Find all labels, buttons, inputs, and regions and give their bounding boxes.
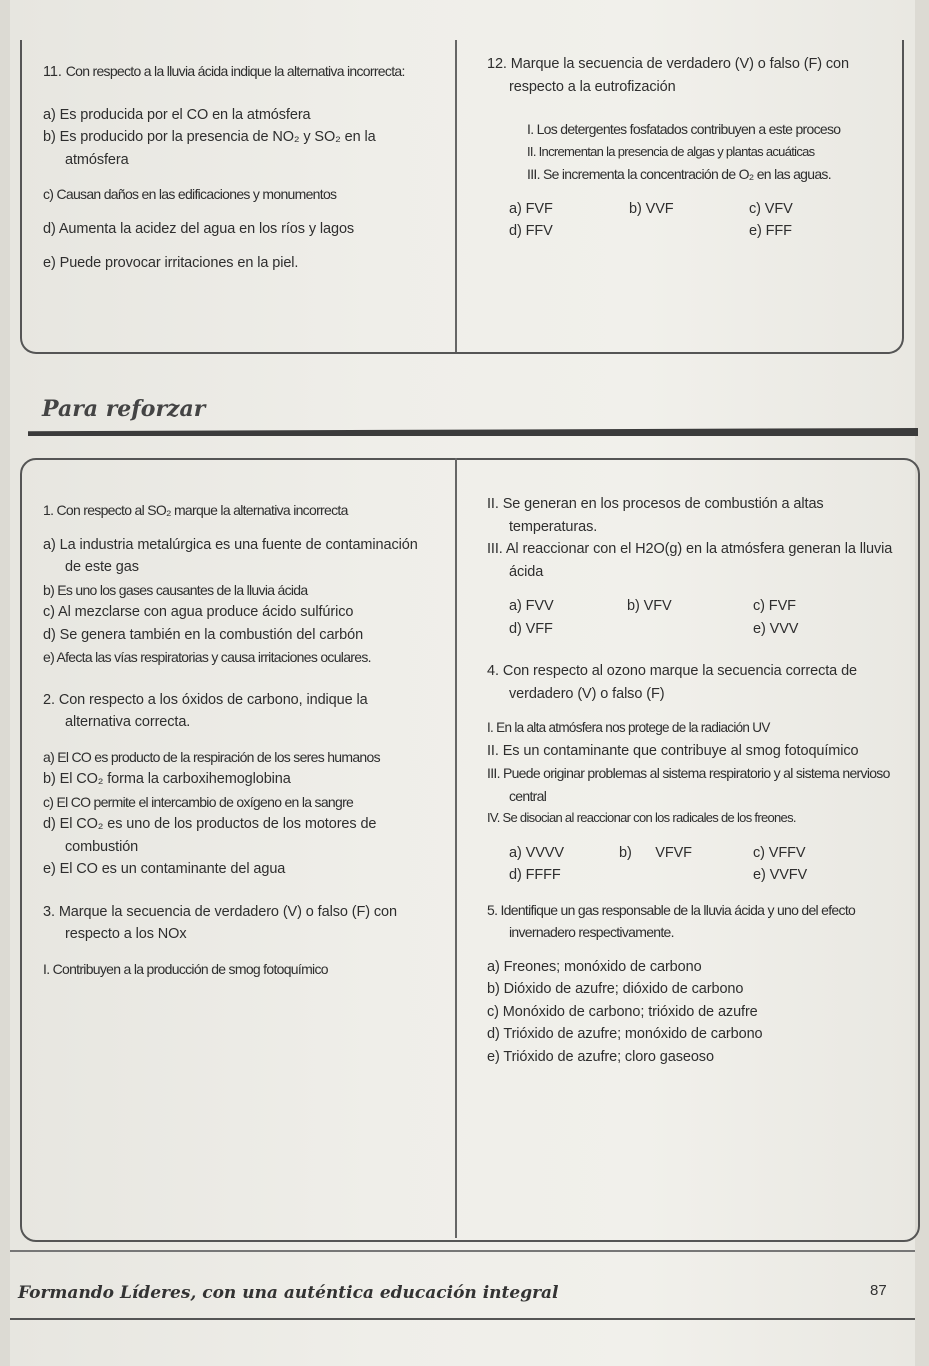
r1-option-c: c) Al mezclarse con agua produce ácido sulfúrico: [43, 604, 354, 620]
question-11-option-d: d) Aumenta la acidez del agua en los ríos y lagos: [43, 220, 355, 237]
question-12-option-c: c) VFV: [749, 200, 793, 217]
r5-option-e: e) Trióxido de azufre; cloro gaseoso: [487, 1048, 714, 1065]
page-number: 87: [870, 1282, 887, 1299]
r1-option-a: a) La industria metalúrgica es una fuente de contaminación de este gas: [43, 536, 418, 575]
question-12-statement-iii: III. Se incrementa la concentración de O₂ en las aguas.: [527, 166, 831, 182]
r4-option-c: c) VFFV: [753, 844, 806, 861]
r4-statement-i: I. En la alta atmósfera nos protege de la radiación UV: [487, 720, 770, 735]
question-12-option-a: a) FVF: [509, 200, 553, 217]
question-11-option-c: c) Causan daños en las edificaciones y monumentos: [43, 186, 337, 202]
r3-option-d: d) VFF: [509, 620, 553, 637]
question-12-statement-ii: II. Incrementan la presencia de algas y plantas acuáticas: [527, 143, 815, 159]
question-12-statement-i: I. Los detergentes fosfatados contribuyen a este proceso: [527, 121, 841, 137]
r1-option-d: d) Se genera también en la combustión del carbón: [43, 626, 364, 643]
r4-option-e: e) VVFV: [753, 867, 808, 883]
r4-option-b: b) VFVF: [619, 844, 692, 861]
r3-option-c: c) FVF: [753, 598, 796, 614]
r2-option-d: d) El CO₂ es uno de los productos de los motores de combustión: [43, 816, 377, 855]
r3-stem: 3. Marque la secuencia de verdadero (V) o falso (F) con respecto a los NOx: [43, 903, 397, 942]
r5-option-c: c) Monóxido de carbono; trióxido de azufre: [487, 1003, 758, 1020]
question-11: [43, 60, 435, 275]
question-12-option-e: e) FFF: [749, 223, 792, 239]
r5-option-a: a) Freones; monóxido de carbono: [487, 958, 702, 975]
r4-stem: 4. Con respecto al ozono marque la secuencia correcta de verdadero (V) o falso (F): [487, 663, 858, 702]
r5-stem: 5. Identifique un gas responsable de la lluvia ácida y uno del efecto invernadero respectivamente.: [487, 901, 856, 940]
r2-option-c: c) El CO permite el intercambio de oxígeno en la sangre: [43, 793, 354, 810]
r3-option-b: b) VFV: [627, 598, 672, 614]
r3-statement-ii: II. Se generan en los procesos de combustión a altas temperaturas.: [487, 496, 824, 535]
r4-option-d: d) FFFF: [509, 867, 561, 883]
r5-option-d: d) Trióxido de azufre; monóxido de carbono: [487, 1026, 763, 1042]
question-12-options-row-1: [487, 198, 907, 221]
r3-options-row-1: [487, 595, 907, 618]
r2-stem: 2. Con respecto a los óxidos de carbono, indique la alternativa correcta.: [43, 691, 368, 730]
r2-option-a: a) El CO es producto de la respiración de los seres humanos: [43, 748, 380, 765]
main-column-divider: [455, 458, 457, 1238]
top-column-divider: [455, 40, 457, 352]
r4-options-row-2: [487, 864, 907, 887]
question-12-option-b: b) VVF: [629, 200, 674, 217]
question-12-stem: 12. Marque la secuencia de verdadero (V) o falso (F) con respecto a la eutrofización: [487, 56, 849, 95]
reinforcement-left-column: [43, 499, 435, 980]
question-12-options-row-2: [487, 220, 907, 243]
r3-statement-iii: III. Al reaccionar con el H2O(g) en la atmósfera generan la lluvia ácida: [487, 541, 893, 580]
r5-option-b: b) Dióxido de azufre; dióxido de carbono: [487, 981, 744, 997]
r3-statement-i: I. Contribuyen a la producción de smog fotoquímico: [43, 960, 328, 977]
footer-top-line: [10, 1250, 915, 1252]
r4-statement-iii: III. Puede originar problemas al sistema respiratorio y al sistema nervioso central: [487, 765, 890, 804]
section-title: Para reforzar: [42, 396, 206, 422]
question-12: [487, 53, 907, 243]
r1-option-b: b) Es uno los gases causantes de la lluvia ácida: [43, 581, 308, 598]
r4-statement-ii: II. Es un contaminante que contribuye al smog fotoquímico: [487, 742, 859, 759]
r2-option-b: b) El CO₂ forma la carboxihemoglobina: [43, 771, 291, 787]
r3-option-e: e) VVV: [753, 620, 799, 637]
footer-slogan: Formando Líderes, con una auténtica educación integral: [18, 1283, 559, 1303]
question-11-option-a: a) Es producida por el CO en la atmósfera: [43, 106, 311, 123]
r4-option-a: a) VVVV: [509, 844, 564, 861]
r3-options-row-2: [487, 618, 907, 641]
r3-option-a: a) FVV: [509, 598, 554, 614]
question-11-option-e: e) Puede provocar irritaciones en la piel.: [43, 255, 299, 271]
r2-option-e: e) El CO es un contaminante del agua: [43, 861, 286, 877]
r4-options-row-1: [487, 842, 907, 865]
footer-bottom-line: [10, 1318, 915, 1320]
r1-stem: 1. Con respecto al SO₂ marque la alternativa incorrecta: [43, 502, 348, 518]
r1-option-e: e) Afecta las vías respiratorias y causa irritaciones oculares.: [43, 649, 371, 665]
question-12-option-d: d) FFV: [509, 223, 553, 239]
r4-statement-iv: IV. Se disocian al reaccionar con los radicales de los freones.: [487, 810, 796, 825]
question-11-option-b: b) Es producido por la presencia de NO₂ y SO₂ en la atmósfera: [43, 129, 376, 168]
reinforcement-right-column: [487, 493, 907, 1068]
question-11-stem: 11. Con respecto a la lluvia ácida indique la alternativa incorrecta:: [43, 63, 405, 80]
